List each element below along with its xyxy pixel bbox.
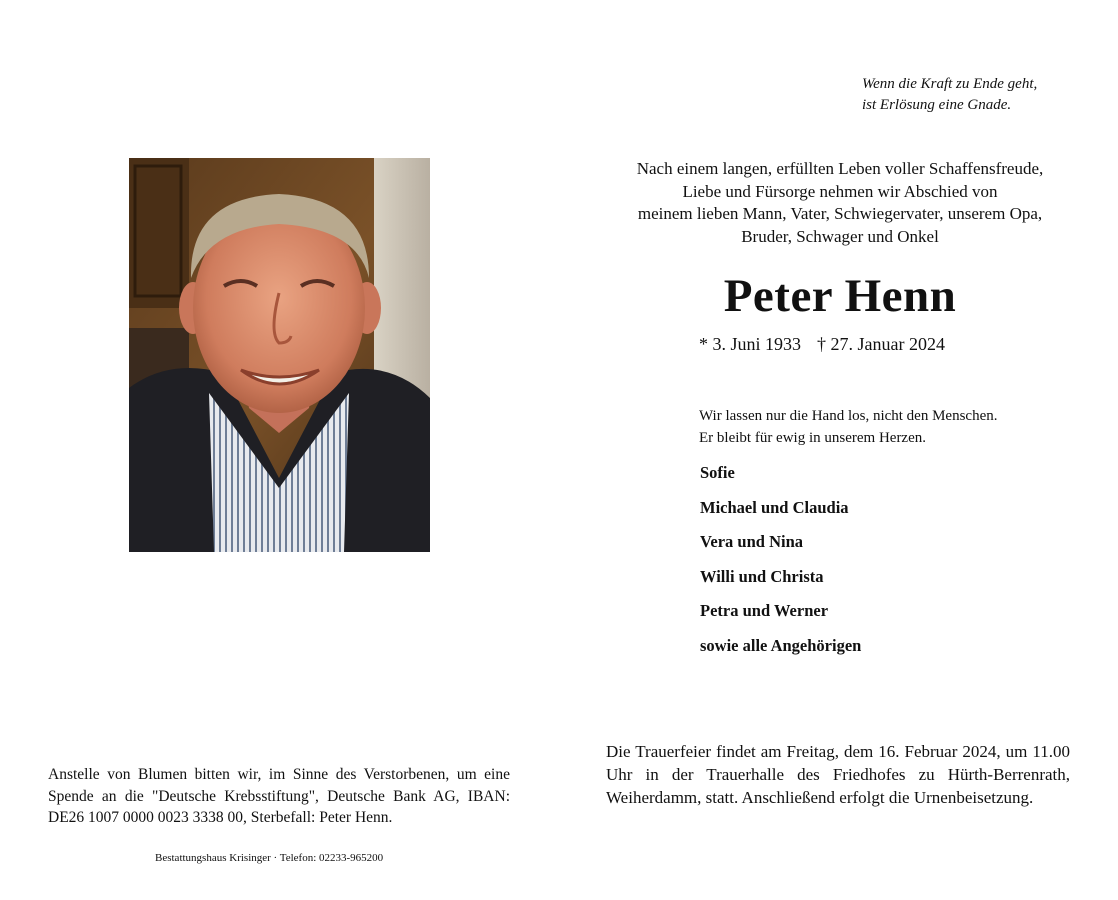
intro-line: meinem lieben Mann, Vater, Schwiegervater, unserem Opa, <box>637 204 1043 223</box>
motto-line: ist Erlösung eine Gnade. <box>862 97 1012 113</box>
intro-line: Liebe und Fürsorge nehmen wir Abschied von <box>682 181 998 201</box>
funeral-home-footer: Bestattungshaus Krisinger · Telefon: 02233-965200 <box>155 852 384 864</box>
birth-date: * 3. Juni 1933 <box>699 334 802 354</box>
quote-line: Wir lassen nur die Hand los, nicht den Menschen. <box>699 408 998 424</box>
intro-line: Bruder, Schwager und Onkel <box>741 226 939 246</box>
motto-quote <box>862 74 1037 116</box>
quote-line: Er bleibt für ewig in unserem Herzen. <box>699 430 926 446</box>
mourner-name: sowie alle Angehörigen <box>700 635 862 655</box>
intro-text <box>590 158 1090 248</box>
portrait-photo <box>129 158 430 552</box>
farewell-quote <box>699 405 998 449</box>
deceased-name: Peter Henn <box>723 270 957 322</box>
mourner-name: Michael und Claudia <box>700 497 849 517</box>
motto-line: Wenn die Kraft zu Ende geht, <box>862 76 1038 92</box>
mourner-name: Sofie <box>700 463 735 482</box>
mourner-name: Willi und Christa <box>700 566 824 586</box>
mourner-name: Vera und Nina <box>700 532 804 551</box>
life-dates <box>699 332 945 356</box>
ceremony-info: Die Trauerfeier findet am Freitag, dem 16. Februar 2024, um 11.00 Uhr in der Trauerhalle des Friedhofes zu Hürth-Berrenrath, Weiherdamm, statt. Anschließend erfolgt die Urnenbeisetzung. <box>606 742 1070 807</box>
death-date: † 27. Januar 2024 <box>817 334 945 354</box>
donation-request: Anstelle von Blumen bitten wir, im Sinne des Verstorbenen, um eine Spende an die "Deutsche Krebsstiftung", Deutsche Bank AG, IBAN: DE26 1007 0000 0023 3338 00, Sterbefall: Peter Henn. <box>48 766 510 826</box>
mourner-name: Petra und Werner <box>700 601 829 620</box>
intro-line: Nach einem langen, erfüllten Leben voller Schaffensfreude, <box>636 159 1044 178</box>
mourners-list <box>700 456 861 663</box>
